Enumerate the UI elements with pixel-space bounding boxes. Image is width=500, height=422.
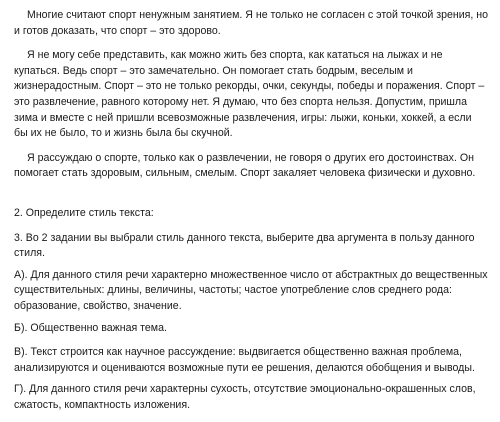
text-paragraph-1: Многие считают спорт ненужным занятием. Я не только не согласен с этой точкой зрения, но и готов доказать, что спорт – это здорово. bbox=[14, 9, 488, 37]
question-2: 2. Определите стиль текста: bbox=[14, 206, 154, 219]
option-a: А). Для данного стиля речи характерно множественное число от абстрактных до вещественных существительных: длины, величины, частоты; частое употребление слов среднего рода: образование, свойство, значение. bbox=[14, 268, 488, 312]
option-v: В). Текст строится как научное рассуждение: выдвигается общественно важная проблема, анализируются и оцениваются возможные пути ее решения, делаются обобщения и выводы. bbox=[14, 346, 475, 374]
option-b: Б). Общественно важная тема. bbox=[14, 321, 167, 334]
option-g: Г). Для данного стиля речи характерны сухость, отсутствие эмоционально-окрашенных слов, сжатость, компактность изложения. bbox=[14, 383, 476, 411]
text-paragraph-2: Я не могу себе представить, как можно жить без спорта, как кататься на лыжах и не купаться. Ведь спорт – это замечательно. Он помогает стать бодрым, веселым и жизнерадостным. Спорт – это не только рекорды, очки, секунды, победы и поражения. Спорт – это развлечение, равного которому нет. Я думаю, что без спорта нельзя. Допустим, пришла зима и вместе с ней пришли всевозможные развлечения, игры: лыжи, коньки, хоккей, а если бы их не было, то и жизнь была бы скучной. bbox=[14, 49, 485, 140]
text-paragraph-3: Я рассуждаю о спорте, только как о развлечении, не говоря о других его достоинствах. Он помогает стать здоровым, сильным, смелым. Спорт закаляет человека физически и духовно. bbox=[14, 151, 476, 180]
question-3: 3. Во 2 задании вы выбрали стиль данного текста, выберите два аргумента в пользу данного стиля. bbox=[14, 231, 475, 260]
